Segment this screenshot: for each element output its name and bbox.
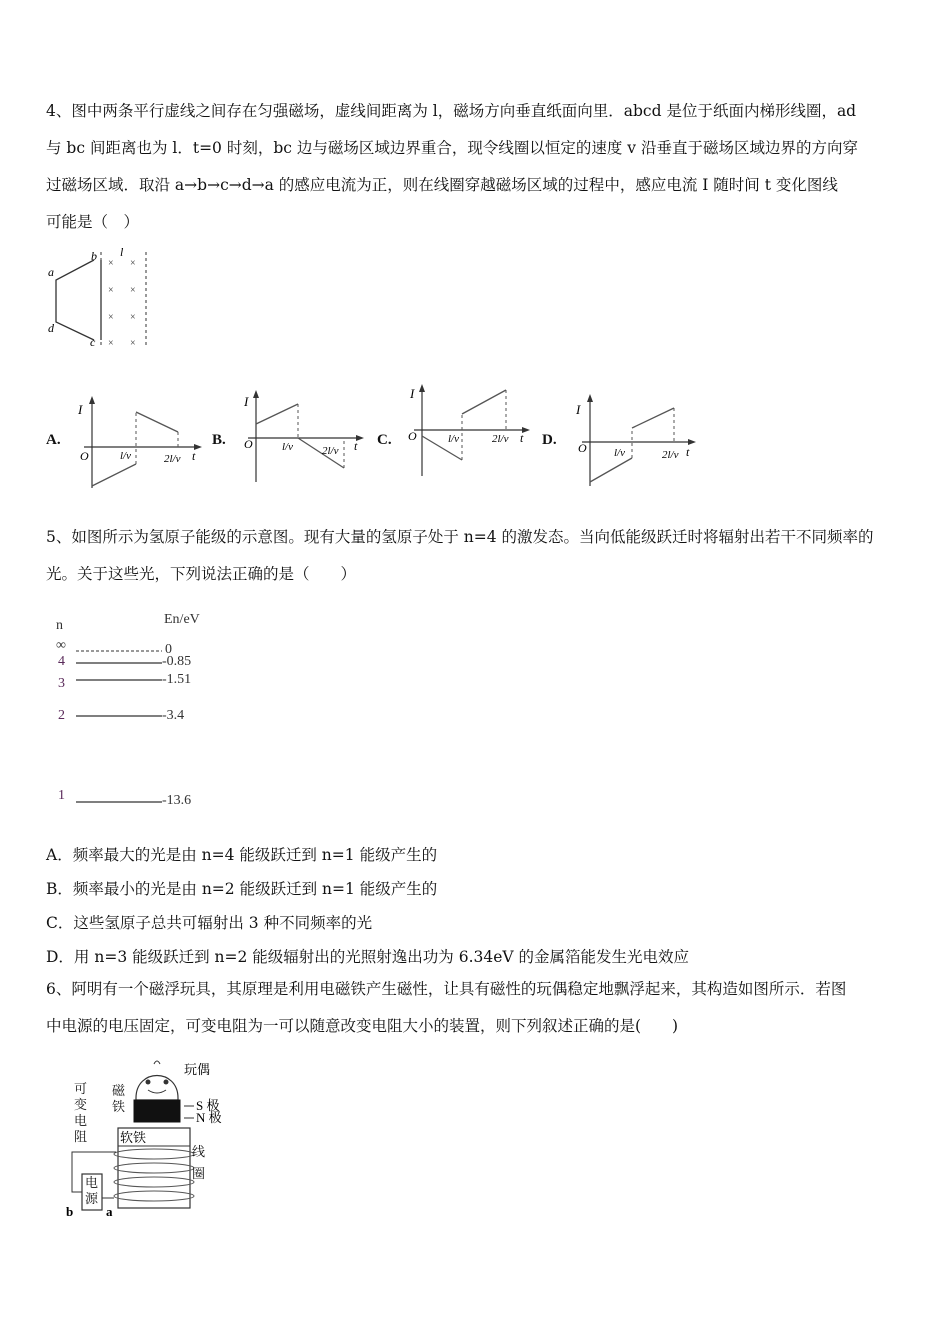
svg-text:O: O bbox=[244, 437, 253, 451]
q6-line-2: 中电源的电压固定，可变电阻为一可以随意改变电阻大小的装置，则下列叙述正确的是( ) bbox=[46, 1017, 679, 1035]
q4-option-b-graph bbox=[236, 386, 376, 486]
q4-option-c-label: C. bbox=[377, 432, 392, 448]
svg-text:O: O bbox=[578, 441, 587, 455]
q4-option-d-label: D. bbox=[542, 432, 557, 448]
level-n-3: 3 bbox=[58, 676, 65, 691]
svg-text:I: I bbox=[78, 402, 83, 417]
svg-text:O: O bbox=[80, 449, 89, 463]
level-n-4: 4 bbox=[58, 654, 65, 669]
q6-line-1: 6、阿明有一个磁浮玩具，其原理是利用电磁铁产生磁性，让具有磁性的玩偶稳定地飘浮起来，其构造如图所示．若图 bbox=[46, 980, 847, 998]
level-e-inf: 0 bbox=[165, 642, 172, 657]
field-x: × bbox=[108, 285, 114, 296]
level-n-inf: ∞ bbox=[56, 638, 66, 653]
svg-text:l/v: l/v bbox=[120, 450, 131, 462]
magnet-label: 磁铁 bbox=[112, 1084, 126, 1115]
q5-line-1: 5、如图所示为氢原子能级的示意图。现有大量的氢原子处于 n=4 的激发态。当向低能级跃迁时将辐射出若干不同频率的 bbox=[46, 528, 874, 546]
field-x: × bbox=[130, 312, 136, 323]
q4-line-1: 4、图中两条平行虚线之间存在匀强磁场，虚线间距离为 l，磁场方向垂直纸面向里．abcd 是位于纸面内梯形线圈，ad bbox=[46, 102, 857, 120]
q5-option-b: B．频率最小的光是由 n=2 能级跃迁到 n=1 能级产生的 bbox=[46, 880, 438, 898]
q4-line-2: 与 bc 间距离也为 l．t=0 时刻，bc 边与磁场区域边界重合，现令线圈以恒定的速度 v 沿垂直于磁场区域边界的方向穿 bbox=[46, 139, 858, 157]
label-b: b bbox=[91, 249, 97, 263]
level-n-1: 1 bbox=[58, 788, 65, 803]
doll-head-icon bbox=[136, 1076, 178, 1101]
svg-text:t: t bbox=[686, 445, 690, 459]
q4-option-a-label: A. bbox=[46, 432, 61, 448]
terminal-b: b bbox=[66, 1204, 74, 1216]
svg-text:t: t bbox=[354, 439, 358, 453]
svg-text:2l/v: 2l/v bbox=[322, 445, 339, 457]
s-pole-label: S 极 bbox=[196, 1098, 220, 1113]
magnetic-field-marks bbox=[108, 258, 136, 349]
question-6 bbox=[46, 971, 846, 1045]
trapezoid-coil bbox=[56, 260, 94, 340]
field-x: × bbox=[108, 338, 114, 349]
soft-iron-label: 软铁 bbox=[120, 1130, 147, 1145]
toy-label: 玩偶 bbox=[184, 1062, 211, 1077]
q5-option-c: C．这些氢原子总共可辐射出 3 种不同频率的光 bbox=[46, 914, 373, 932]
variable-resistor-label: 可变电阻 bbox=[74, 1082, 88, 1145]
level-n-2: 2 bbox=[58, 708, 65, 723]
terminal-a: a bbox=[106, 1204, 113, 1216]
q4-line-3: 过磁场区域．取沿 a→b→c→d→a 的感应电流为正，则在线圈穿越磁场区域的过程中，感应电流 I 随时间 t 变化图线 bbox=[46, 176, 838, 194]
power-source-label: 电源 bbox=[85, 1176, 99, 1207]
field-x: × bbox=[108, 312, 114, 323]
svg-text:l/v: l/v bbox=[448, 433, 459, 445]
q5-option-a: A．频率最大的光是由 n=4 能级跃迁到 n=1 能级产生的 bbox=[46, 846, 438, 864]
n-pole-label: N 极 bbox=[196, 1110, 222, 1125]
q4-option-c-graph bbox=[402, 380, 542, 480]
level-e-3: -1.51 bbox=[162, 672, 192, 687]
svg-text:t: t bbox=[192, 449, 196, 463]
energy-axis-label: En/eV bbox=[164, 612, 200, 627]
label-d: d bbox=[48, 321, 54, 335]
svg-text:I: I bbox=[410, 386, 415, 401]
q4-line-4: 可能是（ ） bbox=[46, 213, 140, 231]
svg-text:O: O bbox=[408, 429, 417, 443]
level-e-2: -3.4 bbox=[162, 708, 185, 723]
q4-option-d-graph bbox=[570, 390, 710, 490]
svg-text:I: I bbox=[244, 394, 249, 409]
field-x: × bbox=[108, 258, 114, 269]
field-x: × bbox=[130, 285, 136, 296]
svg-text:2l/v: 2l/v bbox=[662, 449, 679, 461]
energy-level-diagram bbox=[50, 605, 220, 815]
svg-text:2l/v: 2l/v bbox=[492, 433, 509, 445]
q5-option-d: D．用 n=3 能级跃迁到 n=2 能级辐射出的光照射逸出功为 6.34eV 的金属箔能发生光电效应 bbox=[46, 948, 690, 966]
q4-option-a-graph bbox=[70, 392, 210, 492]
svg-text:l/v: l/v bbox=[614, 447, 625, 459]
question-5 bbox=[46, 519, 874, 593]
magnet-block bbox=[134, 1100, 180, 1122]
level-e-4: -0.85 bbox=[162, 654, 192, 669]
svg-text:2l/v: 2l/v bbox=[164, 453, 181, 465]
svg-text:t: t bbox=[520, 431, 524, 445]
field-x: × bbox=[130, 338, 136, 349]
question-4 bbox=[46, 93, 858, 241]
svg-text:I: I bbox=[576, 402, 581, 417]
coil-label: 线圈 bbox=[192, 1145, 206, 1182]
label-l: l bbox=[120, 245, 124, 259]
q5-line-2: 光。关于这些光，下列说法正确的是（ ） bbox=[46, 565, 357, 583]
q4-option-b-label: B. bbox=[212, 432, 226, 448]
q4-coil-figure bbox=[44, 242, 159, 354]
label-a: a bbox=[48, 265, 54, 279]
field-x: × bbox=[130, 258, 136, 269]
level-e-1: -13.6 bbox=[162, 793, 192, 808]
svg-text:l/v: l/v bbox=[282, 441, 293, 453]
label-c: c bbox=[90, 335, 96, 349]
n-axis-label: n bbox=[56, 618, 63, 633]
